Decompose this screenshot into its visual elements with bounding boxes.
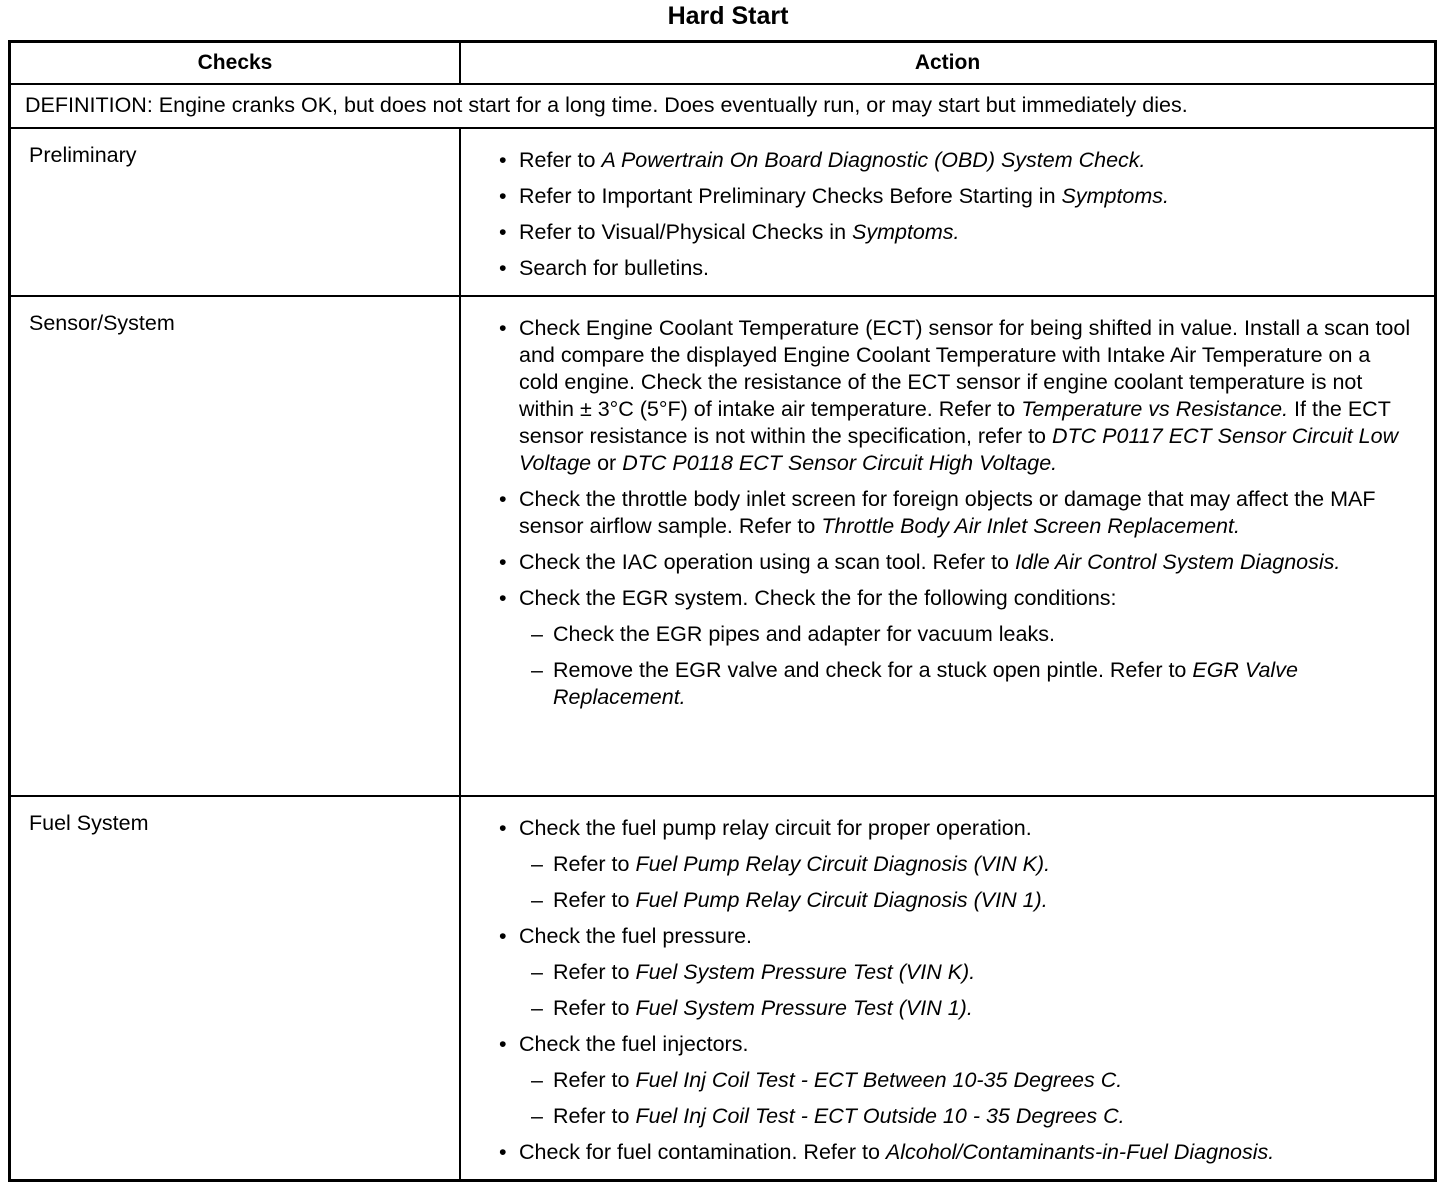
list-item	[519, 549, 1412, 576]
table-row	[10, 296, 1436, 796]
text-segment: Check the IAC operation using a scan tool. Refer to	[519, 550, 1015, 574]
text-segment: Refer to	[553, 852, 636, 876]
reference-link-text: Temperature vs Resistance.	[1021, 397, 1289, 421]
reference-link-text: Throttle Body Air Inlet Screen Replacement.	[821, 514, 1240, 538]
list-item	[519, 147, 1412, 174]
reference-link-text: Fuel Inj Coil Test - ECT Between 10-35 Degrees C.	[635, 1068, 1123, 1092]
list-item	[519, 923, 1412, 1022]
text-segment: Check the EGR pipes and adapter for vacuum leaks.	[553, 622, 1055, 646]
reference-link-text: DTC P0118 ECT Sensor Circuit High Voltage.	[622, 451, 1058, 475]
list-item	[519, 219, 1412, 246]
list-item	[519, 585, 1412, 711]
sub-list-item	[519, 621, 1412, 648]
list-item	[519, 815, 1412, 914]
text-segment: Check for fuel contamination. Refer to	[519, 1140, 886, 1164]
text-segment: Check the fuel injectors.	[519, 1032, 749, 1056]
text-segment: Check the fuel pump relay circuit for proper operation.	[519, 816, 1032, 840]
text-segment: Check Engine Coolant Temperature (ECT) sensor for being shifted in value. Install a scan tool and compare the displayed Engine Coolant Temperature with Intake Air Temperature on a cold engine. Check the resistance of the ECT sensor if engine coolant temperature is not within ± 3°C (5°F) of intake air temperature. Refer to	[519, 316, 1411, 421]
list-item	[519, 315, 1412, 477]
sub-list-item	[519, 995, 1412, 1022]
sub-list	[519, 621, 1412, 711]
sub-list-item	[519, 1067, 1412, 1094]
list-item	[519, 255, 1412, 282]
reference-link-text: Symptoms.	[1061, 184, 1170, 208]
hard-start-table	[8, 40, 1437, 1182]
action-list	[519, 147, 1412, 282]
reference-link-text: Fuel System Pressure Test (VIN 1).	[635, 996, 973, 1020]
text-segment: Check the throttle body inlet screen for foreign objects or damage that may affect the MAF sensor airflow sample. Refer to	[519, 487, 1376, 538]
table-row	[10, 796, 1436, 1181]
text-segment: Check the fuel pressure.	[519, 924, 753, 948]
definition-text: DEFINITION: Engine cranks OK, but does not start for a long time. Does eventually run, or may start but immediately dies.	[10, 84, 1436, 128]
action-cell	[460, 128, 1436, 296]
text-segment: Check the EGR system. Check the for the following conditions:	[519, 586, 1117, 610]
page-title: Hard Start	[667, 2, 789, 30]
list-item	[519, 1139, 1412, 1166]
definition-row	[10, 84, 1436, 128]
action-header: Action	[460, 42, 1436, 85]
check-category: Fuel System	[10, 796, 461, 1181]
sub-list-item	[519, 1103, 1412, 1130]
check-category: Preliminary	[10, 128, 461, 296]
text-segment: Remove the EGR valve and check for a stuck open pintle. Refer to	[553, 658, 1193, 682]
action-list	[519, 815, 1412, 1166]
action-cell	[460, 796, 1436, 1181]
reference-link-text: DTC P0117 ECT Sensor Circuit Low Voltage	[519, 424, 1399, 475]
sub-list-item	[519, 887, 1412, 914]
check-category: Sensor/System	[10, 296, 461, 796]
list-item	[519, 183, 1412, 210]
text-segment: Refer to	[553, 996, 636, 1020]
text-segment: Refer to	[553, 1104, 636, 1128]
reference-link-text: Symptoms.	[852, 220, 960, 244]
text-segment: If the ECT sensor resistance is not within the specification, refer to	[519, 397, 1391, 448]
checks-header: Checks	[10, 42, 461, 85]
header-row	[10, 42, 1436, 85]
reference-link-text: Fuel System Pressure Test (VIN K).	[635, 960, 976, 984]
reference-link-text: EGR Valve Replacement.	[553, 658, 1298, 709]
sub-list-item	[519, 851, 1412, 878]
reference-link-text: A Powertrain On Board Diagnostic (OBD) System Check.	[601, 148, 1146, 172]
sub-list-item	[519, 959, 1412, 986]
text-segment: or	[591, 451, 623, 475]
reference-link-text: Fuel Pump Relay Circuit Diagnosis (VIN K).	[635, 852, 1051, 876]
text-segment: Refer to	[553, 1068, 636, 1092]
reference-link-text: Fuel Inj Coil Test - ECT Outside 10 - 35 Degrees C.	[635, 1104, 1125, 1128]
text-segment: Refer to	[519, 148, 602, 172]
sub-list	[519, 959, 1412, 1022]
table-row	[10, 128, 1436, 296]
text-segment: Refer to Visual/Physical Checks in	[519, 220, 852, 244]
text-segment: Refer to Important Preliminary Checks Before Starting in	[519, 184, 1062, 208]
text-segment: Refer to	[553, 888, 636, 912]
sub-list	[519, 1067, 1412, 1130]
action-cell	[460, 296, 1436, 796]
reference-link-text: Fuel Pump Relay Circuit Diagnosis (VIN 1).	[635, 888, 1048, 912]
list-item	[519, 1031, 1412, 1130]
sub-list-item	[519, 657, 1412, 711]
reference-link-text: Alcohol/Contaminants-in-Fuel Diagnosis.	[885, 1140, 1275, 1164]
action-list	[519, 315, 1412, 711]
reference-link-text: Idle Air Control System Diagnosis.	[1014, 550, 1341, 574]
text-segment: Search for bulletins.	[519, 256, 710, 280]
text-segment: Refer to	[553, 960, 636, 984]
list-item	[519, 486, 1412, 540]
sub-list	[519, 851, 1412, 914]
